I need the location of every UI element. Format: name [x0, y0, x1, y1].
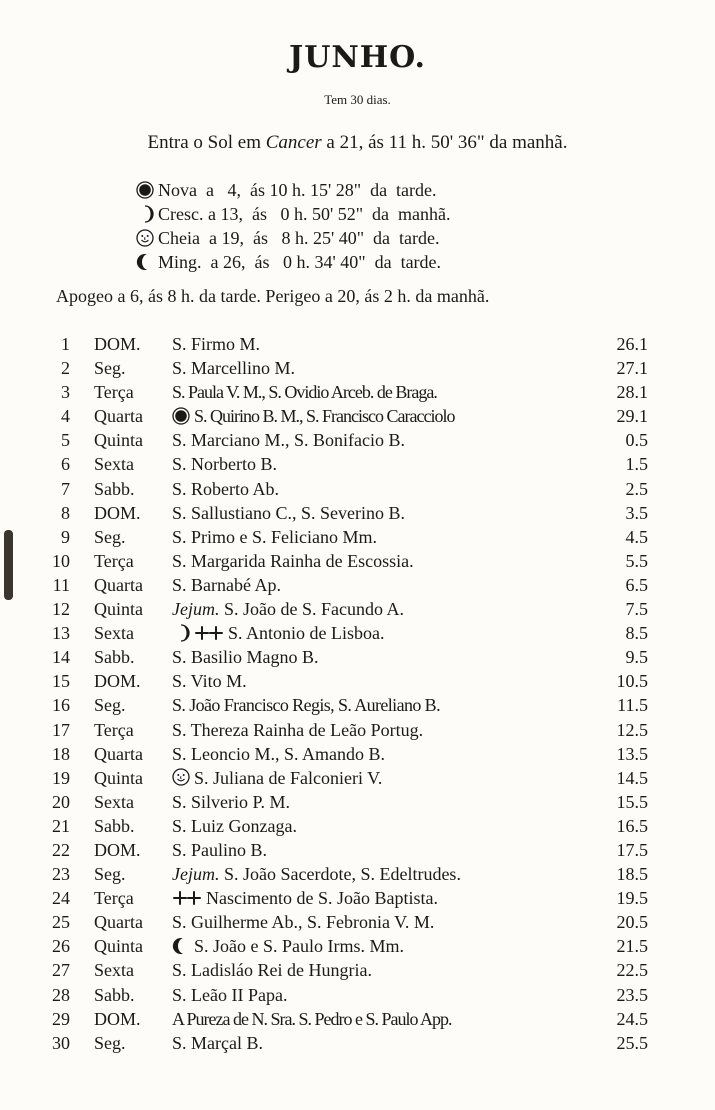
saint-name: S. Firmo M. — [172, 334, 261, 354]
moon-age-value: 8.5 — [625, 623, 648, 644]
saint-cell — [172, 623, 592, 646]
moon-age-value: 4.5 — [625, 526, 648, 547]
weekday: Terça — [94, 888, 134, 909]
moon-age-value: 25.5 — [616, 1032, 648, 1053]
day-row — [0, 404, 715, 428]
phase-text: Cheia a 19, ás 8 h. 25' 40" da tarde. — [158, 227, 440, 248]
day-number: 11 — [52, 574, 70, 595]
saint-name: S. Juliana de Falconieri V. — [194, 767, 383, 788]
day-row — [0, 573, 715, 597]
weekday: Seg. — [94, 864, 126, 885]
moon-age-value: 28.1 — [616, 382, 648, 403]
day-row — [0, 814, 715, 838]
phase-row — [132, 226, 602, 250]
moon-age-value: 26.1 — [616, 334, 648, 354]
day-row — [0, 452, 715, 476]
day-number: 19 — [52, 767, 70, 788]
day-number: 4 — [61, 406, 70, 427]
weekday: Sexta — [94, 454, 134, 475]
phase-row — [132, 202, 602, 226]
weekday: DOM. — [94, 839, 141, 860]
saint-name: S. Silverio P. M. — [172, 791, 291, 812]
saint-cell — [172, 647, 592, 668]
saint-name: S. Quirino B. M., S. Francisco Caracciolo — [194, 406, 455, 427]
saint-cell — [172, 695, 592, 716]
saint-cell — [172, 575, 592, 596]
day-number: 20 — [52, 791, 70, 812]
day-number: 23 — [52, 864, 70, 885]
phase-text: Cresc. a 13, ás 0 h. 50' 52" da manhã. — [158, 203, 451, 224]
saint-cell — [172, 888, 592, 910]
day-row — [0, 645, 715, 669]
saint-cell — [172, 406, 592, 429]
day-number: 2 — [61, 358, 70, 379]
moon-age-value: 0.5 — [625, 430, 648, 451]
day-number: 28 — [52, 984, 70, 1005]
weekday: Seg. — [94, 695, 126, 716]
saint-name: S. João Francisco Regis, S. Aureliano B. — [172, 695, 440, 716]
moon-age-value: 27.1 — [616, 358, 648, 379]
moon-phases — [132, 178, 602, 274]
saint-name: S. Marcellino M. — [172, 358, 295, 379]
double-cross-icon — [172, 890, 202, 911]
page-edge-mark — [4, 530, 13, 600]
moon-age-value: 9.5 — [625, 647, 648, 668]
saint-cell — [172, 960, 592, 981]
weekday: Sabb. — [94, 984, 135, 1005]
moon-age-value: 13.5 — [616, 743, 648, 764]
day-number: 18 — [52, 743, 70, 764]
saint-name: S. Marçal B. — [172, 1032, 263, 1053]
day-number: 8 — [61, 502, 70, 523]
day-number: 22 — [52, 839, 70, 860]
weekday: Sabb. — [94, 647, 135, 668]
apogee-perigee-line: Apogeo a 6, ás 8 h. da tarde. Perigeo a 20, ás 2 h. da manhã. — [56, 286, 490, 306]
saint-cell — [172, 1009, 592, 1030]
saint-name: S. Vito M. — [172, 671, 247, 692]
weekday: Terça — [94, 550, 134, 571]
day-number: 26 — [52, 936, 70, 957]
day-row — [0, 910, 715, 934]
saint-name: A Pureza de N. Sra. S. Pedro e S. Paulo App. — [172, 1008, 452, 1029]
day-row — [0, 549, 715, 573]
weekday: Seg. — [94, 526, 126, 547]
double-cross-icon — [194, 625, 224, 646]
weekday: Quinta — [94, 599, 143, 620]
day-row — [0, 332, 715, 356]
weekday: Seg. — [94, 358, 126, 379]
saint-cell — [172, 671, 592, 692]
saint-cell — [172, 744, 592, 765]
day-row — [0, 718, 715, 742]
day-number: 17 — [52, 719, 70, 740]
moon-age-value: 10.5 — [616, 671, 648, 692]
day-number: 27 — [52, 960, 70, 981]
last-quarter-icon — [172, 937, 190, 960]
day-number: 14 — [52, 647, 70, 668]
day-row — [0, 669, 715, 693]
day-number: 1 — [61, 334, 70, 354]
saint-cell — [172, 840, 592, 861]
saint-name: S. Luiz Gonzaga. — [172, 815, 297, 836]
day-number: 5 — [61, 430, 70, 451]
saint-name: S. Antonio de Lisboa. — [228, 623, 385, 644]
moon-age-value: 18.5 — [616, 864, 648, 885]
moon-age-value: 22.5 — [616, 960, 648, 981]
moon-age-value: 20.5 — [616, 912, 648, 933]
fast-note: Jejum. — [172, 864, 220, 885]
day-row — [0, 886, 715, 910]
saint-cell — [172, 720, 592, 741]
saint-name: S. Leão II Papa. — [172, 984, 288, 1005]
day-row — [0, 1031, 715, 1055]
saint-name: S. João de S. Facundo A. — [219, 599, 404, 620]
saint-cell — [172, 864, 592, 885]
moon-age-value: 1.5 — [625, 454, 648, 475]
phase-row — [132, 178, 602, 202]
day-number: 7 — [61, 478, 70, 499]
day-row — [0, 766, 715, 790]
sun-entry-prefix: Entra o Sol em — [147, 132, 266, 153]
weekday: Terça — [94, 719, 134, 740]
new-moon-icon — [132, 181, 158, 199]
weekday: Sabb. — [94, 815, 135, 836]
saint-cell — [172, 985, 592, 1006]
saint-name: S. Primo e S. Feliciano Mm. — [172, 526, 378, 547]
weekday: Quarta — [94, 912, 143, 933]
weekday: Quinta — [94, 767, 143, 788]
first-quarter-icon — [172, 624, 190, 647]
saint-name: S. Leoncio M., S. Amando B. — [172, 743, 386, 764]
moon-age-value: 15.5 — [616, 791, 648, 812]
moon-age-value: 3.5 — [625, 502, 648, 523]
saint-name: S. Roberto Ab. — [172, 478, 280, 499]
moon-age-value: 24.5 — [616, 1008, 648, 1029]
saint-name: S. João e S. Paulo Irms. Mm. — [194, 936, 405, 957]
moon-age-value: 23.5 — [616, 984, 648, 1005]
new-moon-icon — [172, 407, 190, 430]
saint-cell — [172, 358, 592, 379]
moon-age-value: 5.5 — [625, 550, 648, 571]
day-number: 12 — [52, 599, 70, 620]
saint-name: S. Ladisláo Rei de Hungria. — [172, 960, 372, 981]
saint-cell — [172, 479, 592, 500]
saint-cell — [172, 599, 592, 620]
saint-cell — [172, 792, 592, 813]
saint-cell — [172, 551, 592, 572]
saint-cell — [172, 527, 592, 548]
moon-age-value: 21.5 — [616, 936, 648, 957]
weekday: DOM. — [94, 1008, 141, 1029]
day-row — [0, 428, 715, 452]
saint-name: S. Sallustiano C., S. Severino B. — [172, 502, 406, 523]
day-number: 24 — [52, 888, 70, 909]
weekday: Seg. — [94, 1032, 126, 1053]
saint-name: S. Barnabé Ap. — [172, 574, 281, 595]
day-row — [0, 958, 715, 982]
moon-age-value: 7.5 — [625, 599, 648, 620]
moon-age-value: 17.5 — [616, 839, 648, 860]
full-moon-icon — [172, 768, 190, 791]
saint-name: S. Marciano M., S. Bonifacio B. — [172, 430, 405, 451]
day-number: 25 — [52, 912, 70, 933]
weekday: Quarta — [94, 574, 143, 595]
day-row — [0, 790, 715, 814]
moon-age-value: 2.5 — [625, 478, 648, 499]
moon-age-value: 12.5 — [616, 719, 648, 740]
weekday: Sexta — [94, 623, 134, 644]
fast-note: Jejum. — [172, 599, 220, 620]
saint-name: S. Thereza Rainha de Leão Portug. — [172, 719, 424, 740]
moon-age-value: 16.5 — [616, 815, 648, 836]
saint-name: S. Guilherme Ab., S. Febronia V. M. — [172, 912, 435, 933]
day-number: 13 — [52, 623, 70, 644]
day-number: 21 — [52, 815, 70, 836]
day-row — [0, 862, 715, 886]
weekday: Quarta — [94, 406, 143, 427]
page-title: JUNHO. — [289, 40, 426, 75]
day-list — [0, 332, 715, 1055]
day-row — [0, 597, 715, 621]
day-number: 16 — [52, 695, 70, 716]
weekday: Quarta — [94, 743, 143, 764]
moon-age-value: 14.5 — [616, 767, 648, 788]
saint-cell — [172, 334, 592, 355]
last-quarter-icon — [132, 253, 158, 271]
weekday: DOM. — [94, 334, 141, 354]
weekday: Sexta — [94, 791, 134, 812]
saint-cell — [172, 503, 592, 524]
day-row — [0, 934, 715, 958]
weekday: DOM. — [94, 671, 141, 692]
saint-cell — [172, 454, 592, 475]
weekday: Quinta — [94, 936, 143, 957]
day-number: 30 — [52, 1032, 70, 1053]
sun-entry-suffix: a 21, ás 11 h. 50' 36" da manhã. — [321, 132, 568, 153]
weekday: DOM. — [94, 502, 141, 523]
saint-cell — [172, 1033, 592, 1054]
saint-name: S. João Sacerdote, S. Edeltrudes. — [219, 864, 461, 885]
moon-age-value: 6.5 — [625, 574, 648, 595]
phase-row — [132, 250, 602, 274]
day-row — [0, 501, 715, 525]
saint-name: S. Paula V. M., S. Ovidio Arceb. de Braga. — [172, 382, 437, 403]
day-row — [0, 525, 715, 549]
day-row — [0, 693, 715, 717]
moon-age-value: 11.5 — [617, 695, 648, 716]
saint-name: Nascimento de S. João Baptista. — [206, 888, 438, 909]
phase-text: Nova a 4, ás 10 h. 15' 28" da tarde. — [158, 179, 437, 200]
day-row — [0, 621, 715, 645]
first-quarter-icon — [132, 205, 158, 223]
day-number: 6 — [61, 454, 70, 475]
day-row — [0, 356, 715, 380]
full-moon-icon — [132, 229, 158, 247]
phase-text: Ming. a 26, ás 0 h. 34' 40" da tarde. — [158, 251, 442, 272]
day-number: 9 — [61, 526, 70, 547]
sun-entry-sign: Cancer — [265, 132, 322, 153]
saint-name: S. Paulino B. — [172, 839, 268, 860]
day-row — [0, 1007, 715, 1031]
day-number: 15 — [52, 671, 70, 692]
saint-cell — [172, 382, 592, 403]
saint-cell — [172, 768, 592, 791]
day-number: 10 — [52, 550, 70, 571]
weekday: Sabb. — [94, 478, 135, 499]
day-row — [0, 380, 715, 404]
saint-cell — [172, 936, 592, 959]
weekday: Quinta — [94, 430, 143, 451]
weekday: Sexta — [94, 960, 134, 981]
day-row — [0, 838, 715, 862]
saint-cell — [172, 816, 592, 837]
saint-name: S. Basilio Magno B. — [172, 647, 319, 668]
moon-age-value: 19.5 — [616, 888, 648, 909]
day-row — [0, 477, 715, 501]
sun-entry-line — [0, 132, 715, 154]
page-subtitle: Tem 30 dias. — [324, 92, 391, 107]
moon-age-value: 29.1 — [616, 406, 648, 427]
saint-name: S. Norberto B. — [172, 454, 277, 475]
day-row — [0, 742, 715, 766]
day-number: 3 — [61, 382, 70, 403]
day-row — [0, 983, 715, 1007]
saint-cell — [172, 430, 592, 451]
weekday: Terça — [94, 382, 134, 403]
day-number: 29 — [52, 1008, 70, 1029]
saint-name: S. Margarida Rainha de Escossia. — [172, 550, 414, 571]
saint-cell — [172, 912, 592, 933]
